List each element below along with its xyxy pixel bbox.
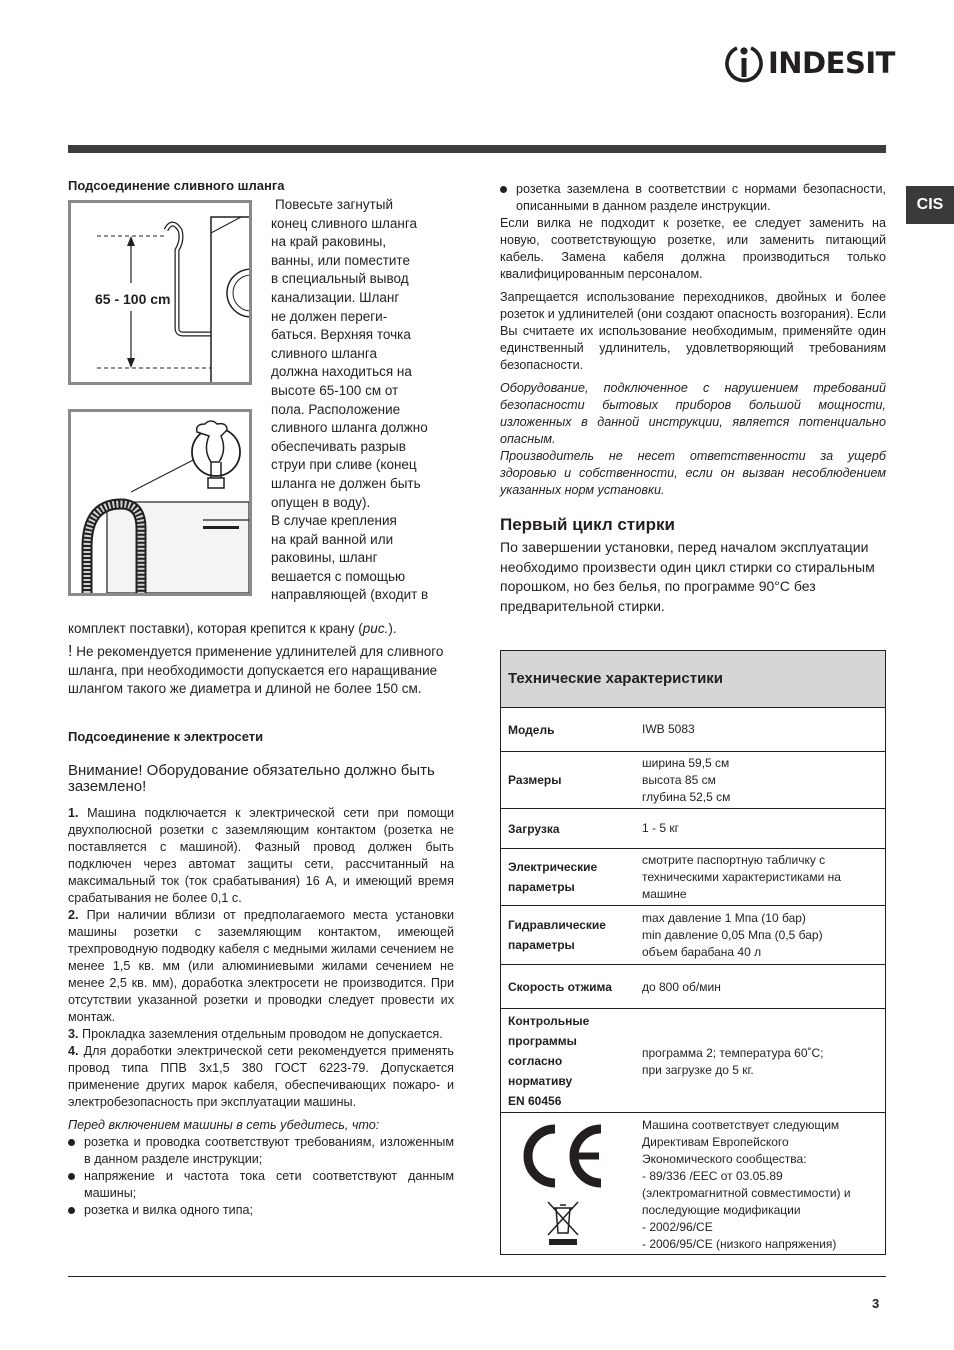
figure-ref: рис. [362, 621, 389, 636]
row-label: Электрические параметры [508, 860, 598, 894]
wrap-line: должна находиться на [271, 364, 412, 380]
check-bullet: розетка и вилка одного типа; [68, 1202, 454, 1219]
row-value: смотрите паспортную табличку с техническими характеристиками на машине [642, 853, 841, 901]
check-bullet: розетка заземлена в соответствии с нормами безопасности, описанными в данном разделе инструкции. [500, 181, 886, 215]
item-text: При наличии вблизи от предполагаемого места установки машины розетки с заземляющим контактом, имеющей трехпроводную подводку кабеля с медными жилами сечением не менее 1,5 кв. мм (или алюминиевыми жилами сечением не менее 2,5 кв. мм), доработка электросети не производится. При отсутствии указанной розетки и проводки следует провести их монтаж. [68, 908, 455, 1024]
indesit-logo [722, 40, 895, 86]
wrap-line: сливного шланга должно [271, 420, 428, 436]
wrap-line: струи при сливе (конец [271, 457, 417, 473]
row-label: Размеры [508, 773, 562, 787]
wrap-line: на край ванной или [271, 531, 394, 547]
item-number: 2. [68, 908, 79, 922]
plug-paragraph: Если вилка не подходит к розетке, ее следует заменить на новую, соответствующую розетке, или заменить питающий кабель. Замена кабеля должна производиться только квалифицированным персоналом. [500, 216, 886, 281]
wrap-end-suffix: ). [388, 621, 397, 636]
wrap-line: в специальный вывод [271, 271, 409, 287]
table-row [501, 1009, 885, 1113]
first-cycle-text: По завершении установки, перед началом эксплуатации необходимо произвести один цикл стирки со стиральным порошком, но без белья, по программе 90°C без предварительной стирки. [500, 539, 875, 614]
power-items [68, 805, 454, 1219]
wrap-line: канализации. Шланг [271, 289, 400, 305]
row-value: до 800 об/мин [642, 980, 721, 994]
wrap-line: пола. Расположение [271, 401, 401, 417]
item-text: Для доработки электрической сети рекомендуется применять провод типа ППВ 3х1,5 380 ГОСТ 6223-79. Допускается применение других марок кабеля, обеспечивающих пожаро- и электробезопасность при эксплуатации машины. [68, 1044, 454, 1109]
wrap-line: шланга не должен быть [271, 475, 421, 491]
check-intro: Перед включением машины в сеть убедитесь, что: [68, 1118, 380, 1132]
height-range-label: 65 - 100 cm [95, 291, 171, 307]
wrap-line: сливного шланга [271, 345, 377, 361]
wrap-line: обеспечивать разрыв [271, 438, 406, 454]
header-rule [68, 145, 886, 153]
wrap-line: направляющей (входит в [271, 587, 429, 603]
wrap-line: ванны, или поместите [271, 252, 410, 268]
check-bullet: напряжение и частота тока сети соответствуют данным машины; [68, 1168, 454, 1202]
wrap-end-prefix: комплект поставки), которая крепится к крану ( [68, 621, 363, 636]
item-number: 3. [68, 1027, 79, 1041]
wrap-line: опущен в воду). [271, 494, 371, 510]
row-label: Контрольные программы согласно нормативу EN 60456 [508, 1014, 590, 1108]
wrap-line: высоте 65-100 см от [271, 382, 399, 398]
wrap-line: Повесьте загнутый [275, 197, 394, 212]
spec-title: Технические характеристики [508, 670, 724, 687]
logo-emblem-icon [722, 42, 766, 86]
wrap-line: вешается с помощью [271, 568, 406, 584]
item-text: Машина подключается к электрической сети при помощи двухполюсной розетки с заземляющим контактом (розетка не поставляется с машиной). Фазный провод должен быть подключен через автомат защиты сети, рассчитанный на максимальный ток (ток срабатывания) 16 А, и имеющий время срабатывания не более 0,1 с. [68, 806, 454, 905]
row-value: IWB 5083 [642, 722, 695, 736]
table-row [501, 809, 885, 849]
row-value: 1 - 5 кг [642, 821, 679, 835]
table-row [501, 906, 885, 965]
list-item [68, 1026, 454, 1043]
language-tab: CIS [906, 186, 954, 224]
item-text: Прокладка заземления отдельным проводом не допускается. [82, 1027, 443, 1041]
wrap-line: баться. Верхняя точка [271, 327, 411, 343]
adapter-paragraph: Запрещается использование переходников, двойных и более розеток и удлинителей (они создают опасность возгорания). Если Вы считаете их использование необходимым, применяйте один единственный удлинитель, удовлетворяющий требованиям безопасности. [500, 290, 886, 372]
table-row [501, 1113, 885, 1254]
drain-heading: Подсоединение сливного шланга [68, 178, 285, 193]
grounding-attention: Внимание! Оборудование обязательно должно быть заземлено! [68, 762, 435, 795]
wrap-line: не должен переги- [271, 308, 388, 324]
first-cycle-heading: Первый цикл стирки [500, 515, 675, 534]
spec-table [500, 650, 886, 1255]
weee-crossed-bin-icon [545, 1199, 581, 1247]
wrap-line: раковины, шланг [271, 550, 378, 566]
extension-warning [68, 643, 458, 699]
row-value: программа 2; температура 60˚C; при загрузке до 5 кг. [642, 1046, 824, 1077]
directives-text: Машина соответствует следующим Директивам Европейского Экономического сообщества: - 89/336 /EEC от 03.05.89 (электромагнитной совместимости) и последующие модификации - 2002/96/CE - 2006/95/CE (низкого напряжения) [642, 1118, 851, 1251]
row-label: Скорость отжима [508, 980, 612, 994]
row-label: Модель [508, 723, 555, 737]
wrap-line: на край раковины, [271, 234, 387, 250]
item-number: 1. [68, 806, 79, 820]
row-label: Загрузка [508, 822, 560, 836]
table-row [501, 849, 885, 906]
wrap-line: В случае крепления [271, 513, 397, 529]
row-value: max давление 1 Мпа (10 бар) min давление 0,05 Мпа (0,5 бар) объем барабана 40 л [642, 911, 823, 959]
list-item [68, 907, 454, 1026]
power-heading: Подсоединение к электросети [68, 729, 264, 744]
warning-text: Не рекомендуется применение удлинителей для сливного шланга, при необходимости допускается его наращивание шлангом такого же диаметра и длиной не более 150 см. [68, 644, 444, 697]
spec-table-header [501, 651, 885, 708]
safety-note: Оборудование, подключенное с нарушением требований безопасности бытовых приборов большой мощности, изложенных в данной инструкции, является потенциально опасным. [500, 381, 886, 446]
figure-hose-height [68, 200, 252, 385]
table-row [501, 708, 885, 752]
footer-rule [68, 1276, 886, 1277]
figure-hose-clamp [68, 409, 252, 596]
ce-mark-icon [515, 1121, 609, 1191]
page-number: 3 [872, 1296, 880, 1311]
warning-mark: ! [68, 643, 73, 660]
power-continued [500, 181, 886, 499]
drain-instructions [271, 196, 456, 605]
table-row [501, 752, 885, 809]
brand-wordmark: INDESIT [768, 46, 895, 80]
drain-instructions-end [68, 620, 458, 639]
check-bullet: розетка и проводка соответствуют требованиям, изложенным в данном разделе инструкции; [68, 1134, 454, 1168]
wrap-line: конец сливного шланга [271, 215, 418, 231]
hose-guide-diagram-icon [71, 412, 249, 593]
item-number: 4. [68, 1044, 79, 1058]
row-value: ширина 59,5 см высота 85 см глубина 52,5 см [642, 756, 731, 804]
list-item [68, 1043, 454, 1111]
list-item [68, 805, 454, 907]
row-label: Гидравлические параметры [508, 918, 606, 952]
liability-note: Производитель не несет ответственности за ущерб здоровью и собственности, если он вызван несоблюдением указанных норм установки. [500, 449, 886, 497]
table-row [501, 965, 885, 1009]
